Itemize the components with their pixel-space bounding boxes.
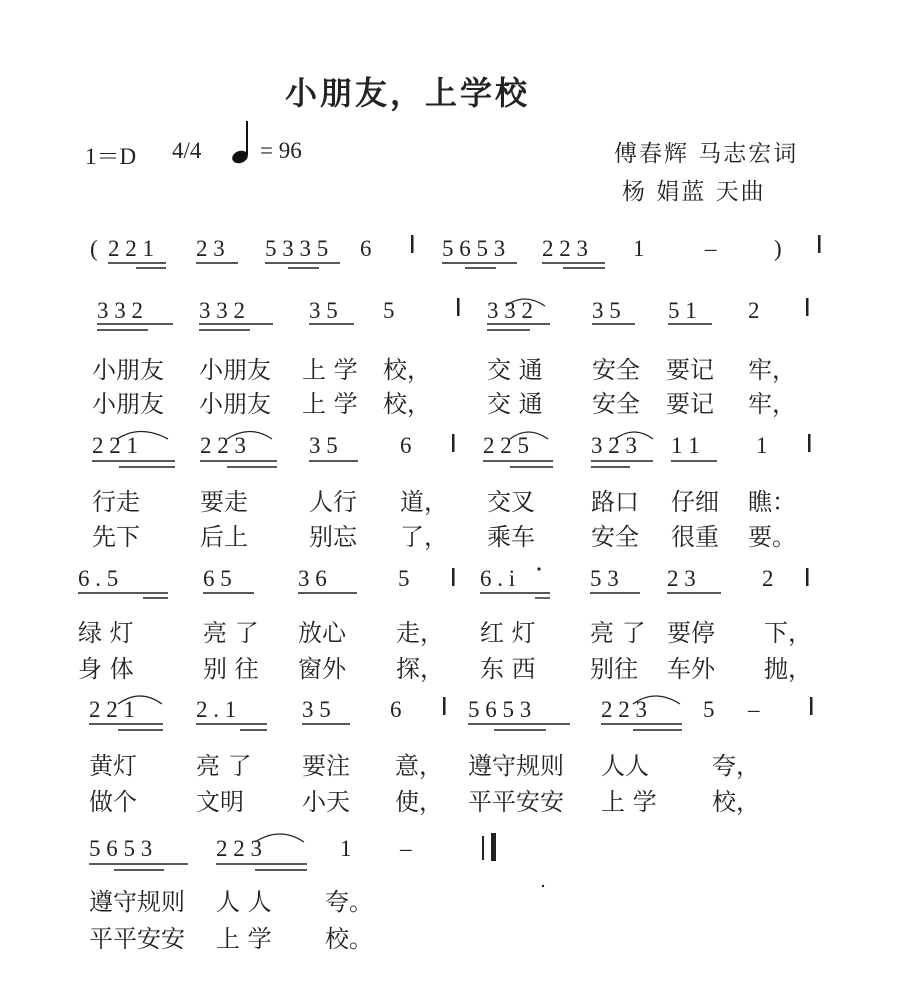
key-signature: 1＝D (85, 144, 137, 169)
lyric-verse-1: 意， (395, 752, 443, 780)
lyric-verse-2: 窗外 (298, 655, 346, 683)
lyric-verse-2: 文明 (196, 788, 244, 816)
lyric-verse-1: 红 灯 (480, 619, 536, 647)
notation-group: 5 (398, 566, 410, 591)
lyric-verse-1: 亮 了 (196, 752, 252, 780)
lyric-verse-2: 乘车 (487, 523, 535, 551)
lyric-verse-1: 交叉 (487, 488, 535, 516)
lyric-verse-2: 后上 (200, 523, 248, 551)
notation-group: ( (90, 236, 98, 261)
lyric-verse-1: 上 学 (302, 356, 358, 384)
lyric-verse-2: 校， (712, 788, 760, 816)
lyric-verse-1: 小朋友 (92, 356, 164, 384)
lyric-verse-1: 牢， (748, 356, 796, 384)
notation-group: 2 (748, 298, 760, 323)
time-signature: 4/4 (172, 138, 202, 163)
notation-group: 3 5 (309, 433, 338, 458)
lyric-verse-1: 亮 了 (590, 619, 646, 647)
notation-group: 1 (756, 433, 768, 458)
notation-group: 1 (633, 236, 645, 261)
lyric-verse-1: 走， (396, 619, 444, 647)
notation-group: 3 5 (302, 697, 331, 722)
notation-group: 2 (762, 566, 774, 591)
notation-group: – (748, 697, 760, 722)
lyric-verse-1: 人 人 (216, 888, 272, 916)
notation-group: 1 1 (671, 433, 700, 458)
notation-group: 2 2 1 (89, 697, 135, 722)
notation-group: – (400, 836, 412, 861)
notation-group: 5 3 3 5 (265, 236, 329, 261)
notation-group: 6 (390, 697, 402, 722)
lyric-verse-2: 小朋友 (92, 390, 164, 418)
notation-group: 5 (703, 697, 715, 722)
lyric-verse-2: 身 体 (78, 655, 134, 683)
lyric-verse-2: 别往 (590, 655, 638, 683)
lyric-verse-2: 使， (395, 788, 443, 816)
notation-group: 3 5 (592, 298, 621, 323)
notation-group: 5 1 (668, 298, 697, 323)
notation-group: 5 3 (590, 566, 619, 591)
notation-group: 3 3 2 (487, 298, 533, 323)
lyric-verse-1: 人行 (309, 488, 357, 516)
notation-group: 3 3 2 (97, 298, 143, 323)
lyric-verse-2: 抛， (764, 655, 812, 683)
notation-group: 5 6 5 3 (442, 236, 506, 261)
lyric-verse-1: 瞧： (748, 488, 796, 516)
lyric-verse-1: 绿 灯 (78, 619, 134, 647)
lyric-verse-2: 上 学 (601, 788, 657, 816)
lyric-verse-2: 东 西 (480, 655, 536, 683)
notation-group: 1 (340, 836, 352, 861)
lyricist-credit: 傅春辉 马志宏词 (614, 141, 799, 167)
lyric-verse-2: 上 学 (216, 925, 272, 953)
notation-group: 2 2 3 (216, 836, 262, 861)
lyric-verse-1: 交 通 (487, 356, 543, 384)
notation-group: 2 2 1 (108, 236, 154, 261)
notation-group: 2 3 (667, 566, 696, 591)
notation-group: 2 2 3 (542, 236, 588, 261)
notation-group: ) (774, 236, 782, 261)
notation-group: 3 6 (298, 566, 327, 591)
notation-group: 6 5 (203, 566, 232, 591)
lyric-verse-1: 仔细 (671, 488, 719, 516)
composer-credit: 杨 娟蓝 天曲 (622, 179, 766, 205)
lyric-verse-2: 小天 (302, 788, 350, 816)
lyric-verse-2: 别 往 (203, 655, 259, 683)
lyric-verse-2: 车外 (667, 655, 715, 683)
lyric-verse-1: 人人 (601, 752, 649, 780)
lyric-verse-2: 安全 (592, 390, 640, 418)
lyric-verse-2: 先下 (92, 523, 140, 551)
lyric-verse-2: 安全 (591, 523, 639, 551)
notation-group: 2 . 1 (196, 697, 237, 722)
lyric-verse-1: 小朋友 (199, 356, 271, 384)
lyric-verse-1: 黄灯 (89, 752, 137, 780)
lyric-verse-2: 交 通 (487, 390, 543, 418)
lyric-verse-1: 要走 (200, 488, 248, 516)
notation-group: – (705, 236, 717, 261)
notation-group: 5 6 5 3 (89, 836, 153, 861)
lyric-verse-1: 下， (764, 619, 812, 647)
notation-group: 2 2 3 (601, 697, 647, 722)
notation-group: 2 2 3 (200, 433, 246, 458)
song-title: 小朋友，上学校 (285, 74, 531, 112)
notation-group: 3 5 (309, 298, 338, 323)
lyric-verse-2: 要记 (666, 390, 714, 418)
lyric-verse-2: 要。 (748, 523, 796, 551)
lyric-verse-2: 校。 (325, 925, 373, 953)
lyric-verse-2: 做个 (89, 788, 137, 816)
notation-group: 2 2 5 (483, 433, 529, 458)
lyric-verse-1: 路口 (591, 488, 639, 516)
lyric-verse-2: 别忘 (309, 523, 357, 551)
notation-group: 2 2 1 (92, 433, 138, 458)
lyric-verse-1: 行走 (92, 488, 140, 516)
lyric-verse-1: 要注 (302, 752, 350, 780)
lyric-verse-2: 牢， (748, 390, 796, 418)
lyric-verse-1: 夸。 (325, 888, 373, 916)
lyric-verse-1: 安全 (592, 356, 640, 384)
lyric-verse-2: 平平安安 (468, 788, 564, 816)
notation-group: 6 . i (480, 566, 516, 591)
lyric-verse-1: 放心 (298, 619, 346, 647)
lyric-verse-2: 探， (396, 655, 444, 683)
lyric-verse-2: 很重 (671, 523, 719, 551)
lyric-verse-1: 要停 (667, 619, 715, 647)
notation-group: 6 . 5 (78, 566, 119, 591)
lyric-verse-1: 遵守规则 (468, 752, 564, 780)
lyric-verse-1: 亮 了 (203, 619, 259, 647)
notation-group: 5 (383, 298, 395, 323)
notation-group: 6 (360, 236, 372, 261)
lyric-verse-1: 校， (383, 356, 431, 384)
lyric-verse-1: 道， (400, 488, 448, 516)
quarter-note-icon (230, 121, 249, 165)
lyric-verse-2: 上 学 (302, 390, 358, 418)
lyric-verse-2: 小朋友 (199, 390, 271, 418)
lyric-verse-1: 夸， (712, 752, 760, 780)
lyric-verse-2: 平平安安 (89, 925, 185, 953)
notation-group: 3 2 3 (591, 433, 637, 458)
notation-group: 2 3 (196, 236, 225, 261)
notation-group: 3 3 2 (199, 298, 245, 323)
notation-group: 5 6 5 3 (468, 697, 532, 722)
tempo-value: = 96 (260, 138, 302, 163)
lyric-verse-2: 校， (383, 390, 431, 418)
lyric-verse-1: 要记 (666, 356, 714, 384)
lyric-verse-2: 了， (400, 523, 448, 551)
notation-group: 6 (400, 433, 412, 458)
lyric-verse-1: 遵守规则 (89, 888, 185, 916)
